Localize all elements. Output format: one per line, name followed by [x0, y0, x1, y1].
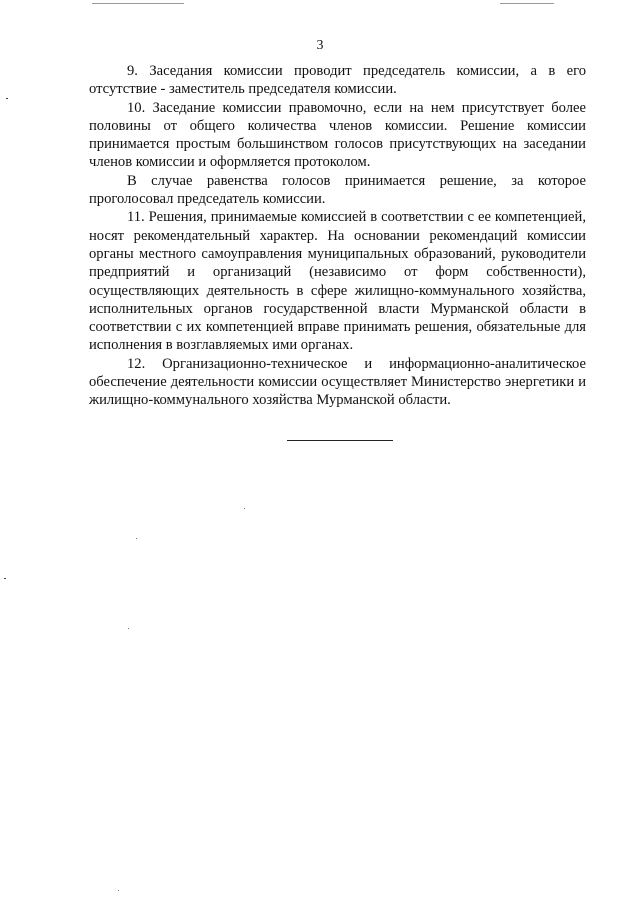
scan-speck [136, 538, 137, 539]
paragraph-11: 11. Решения, принимаемые комиссией в соответствии с ее компетенцией, носят рекомендательный характер. На основании рекомендаций комиссии органы местного самоуправления муниципальных образований, руководители предприятий и организаций (независимо от форм собственности), осуществляющих деятельность в сфере жилищно-коммунального хозяйства, исполнительных органов государственной власти Мурманской области в соответствии с их компетенцией вправе принимать решения, обязательные для исполнения в возглавляемых ими органах. [89, 209, 586, 354]
scan-speck [244, 508, 245, 509]
paragraph-9: 9. Заседания комиссии проводит председатель комиссии, а в его отсутствие - заместитель председателя комиссии. [89, 63, 586, 98]
scan-edge-mark-right [500, 3, 554, 4]
scan-speck [128, 628, 129, 629]
margin-mark [6, 98, 8, 99]
margin-mark [4, 578, 6, 579]
end-of-text-rule [287, 440, 393, 441]
paragraph-12: 12. Организационно-техническое и информационно-аналитическое обеспечение деятельности комиссии осуществляет Министерство энергетики и жилищно-коммунального хозяйства Мурманской области. [89, 355, 586, 409]
page-number: 3 [316, 38, 324, 53]
scan-edge-mark-left [92, 3, 184, 4]
paragraph-tie-vote: В случае равенства голосов принимается решение, за которое проголосовал председатель комиссии. [89, 172, 586, 208]
scan-speck [118, 890, 119, 891]
document-body [89, 62, 586, 410]
paragraph-10: 10. Заседание комиссии правомочно, если на нем присутствует более половины от общего количества членов комиссии. Решение комиссии принимается простым большинством голосов присутствующих на заседании членов комиссии и оформляется протоколом. [89, 99, 586, 171]
